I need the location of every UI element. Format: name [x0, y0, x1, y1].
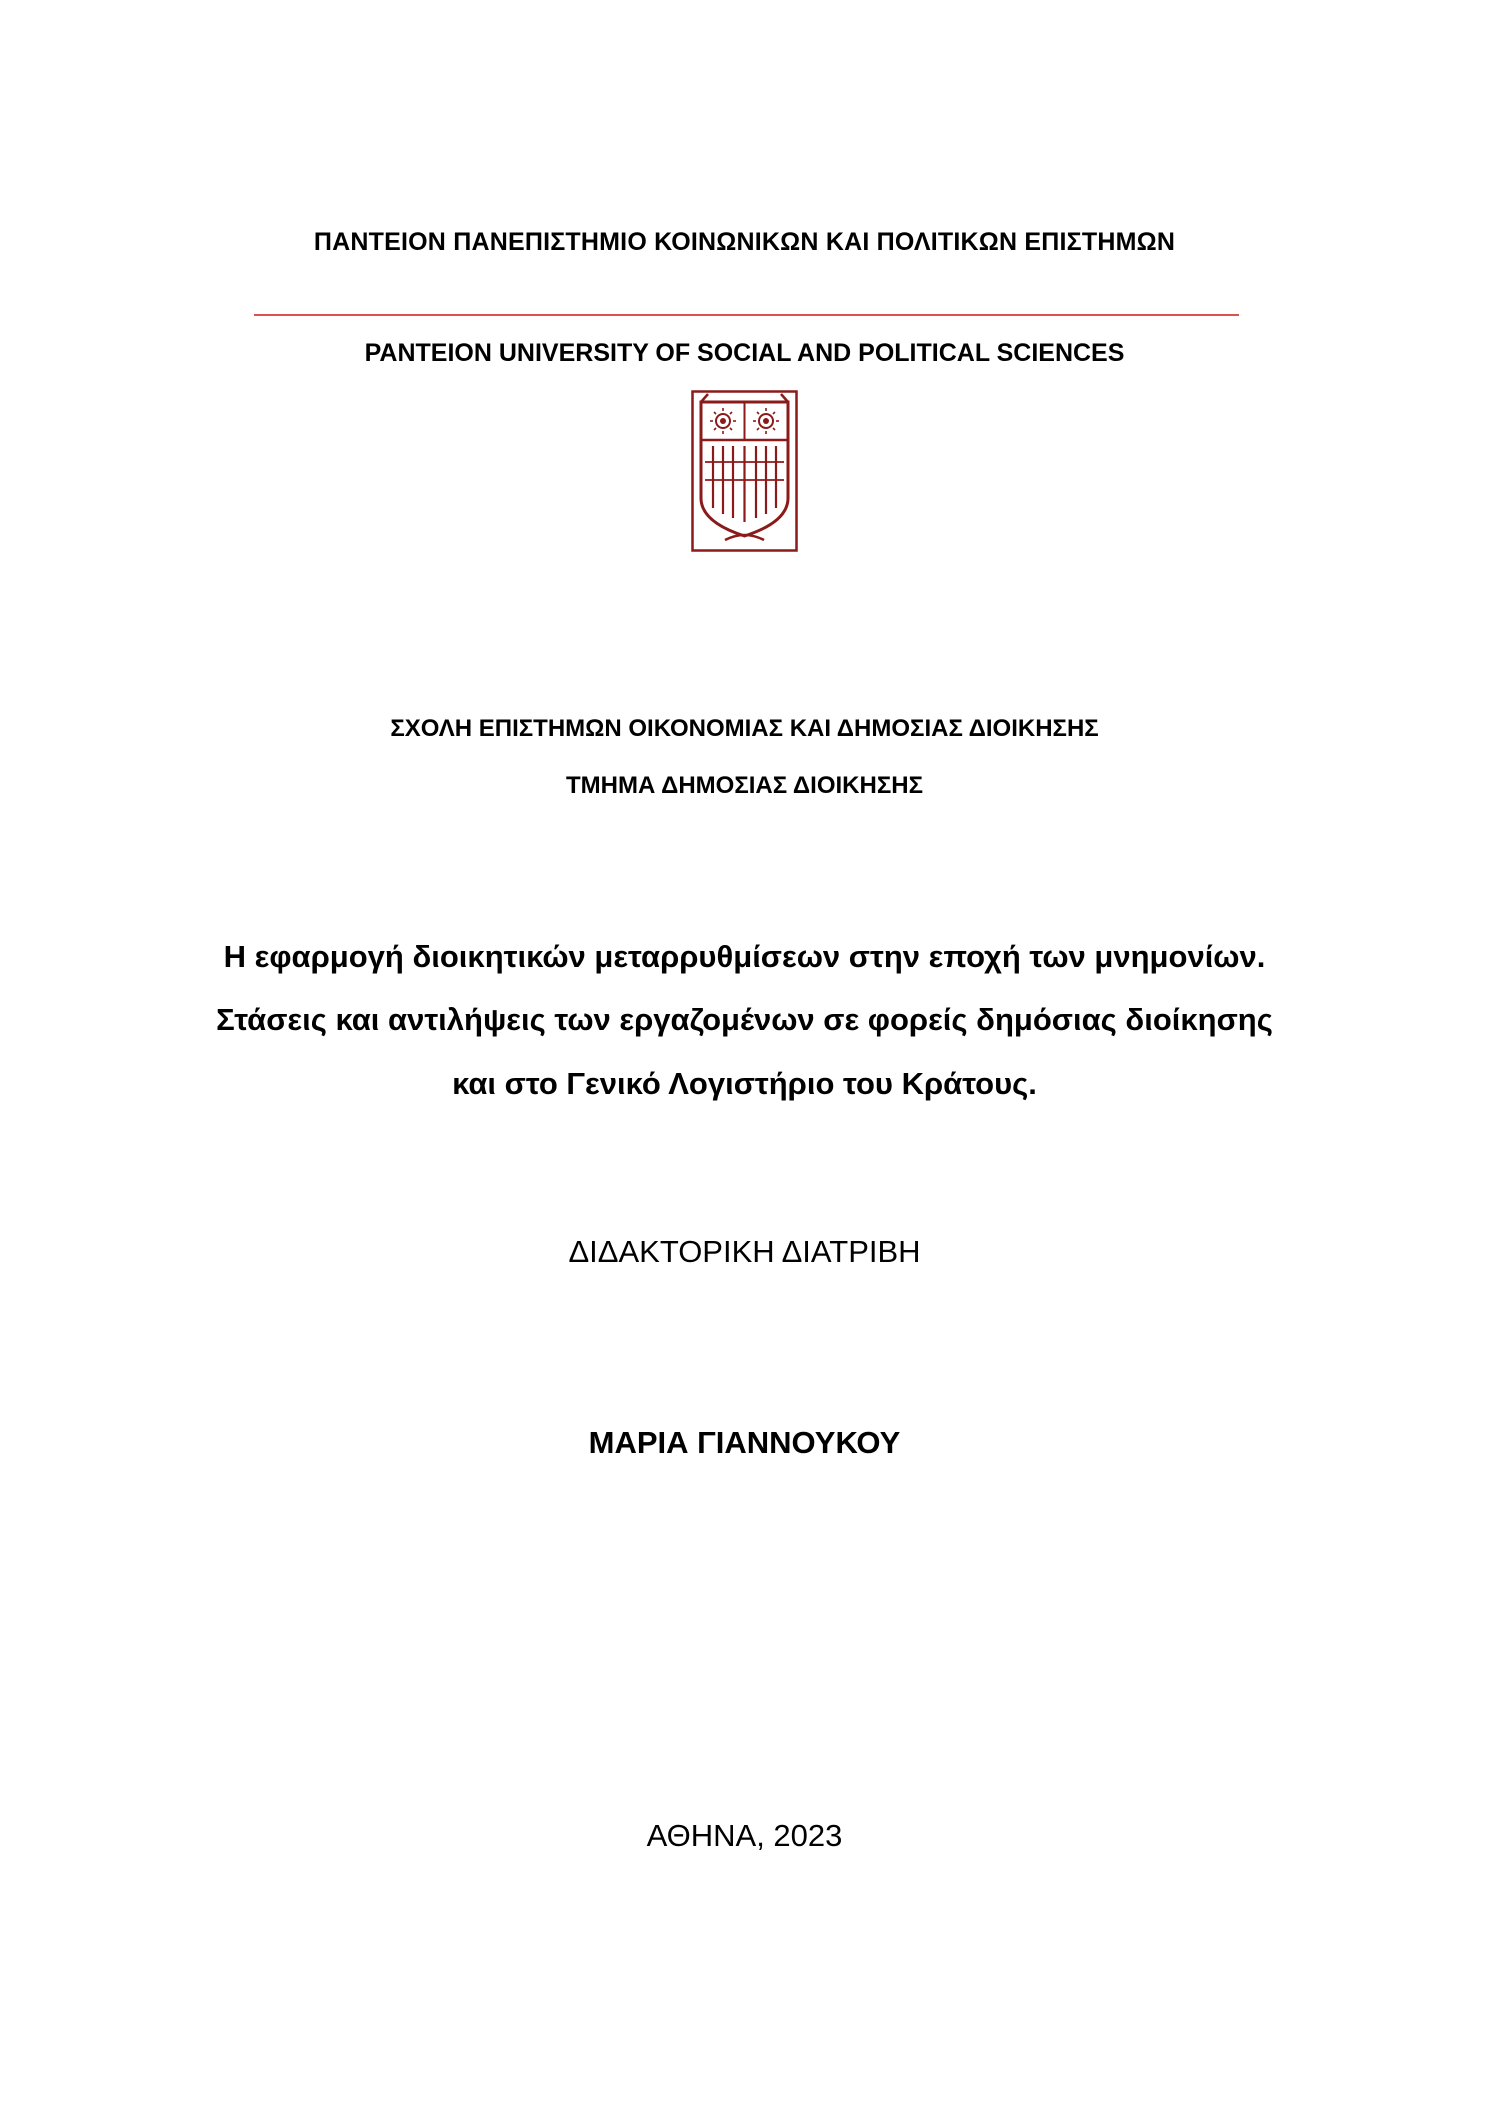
thesis-title-line: και στο Γενικό Λογιστήριο του Κράτους.: [452, 1066, 1037, 1101]
university-name-greek: ΠΑΝΤΕΙΟΝ ΠΑΝΕΠΙΣΤΗΜΙΟ ΚΟΙΝΩΝΙΚΩΝ ΚΑΙ ΠΟΛΙΤΙΚΩΝ ΕΠΙΣΤΗΜΩΝ: [313, 228, 1176, 256]
department-name: ΤΜΗΜΑ ΔΗΜΟΣΙΑΣ ΔΙΟΙΚΗΣΗΣ: [566, 772, 923, 799]
place-date: ΑΘΗΝΑ, 2023: [646, 1818, 843, 1853]
panteion-crest-icon: [691, 390, 798, 552]
author-name: ΜΑΡΙΑ ΓΙΑΝΝΟΥΚΟΥ: [588, 1425, 901, 1460]
thesis-title-line: Στάσεις και αντιλήψεις των εργαζομένων σε φορείς δημόσιας διοίκησης: [216, 1002, 1273, 1037]
thesis-type: ΔΙΔΑΚΤΟΡΙΚΗ ΔΙΑΤΡΙΒΗ: [568, 1234, 921, 1269]
header-divider: [254, 314, 1239, 316]
faculty-name: ΣΧΟΛΗ ΕΠΙΣΤΗΜΩΝ ΟΙΚΟΝΟΜΙΑΣ ΚΑΙ ΔΗΜΟΣΙΑΣ ΔΙΟΙΚΗΣΗΣ: [390, 715, 1099, 742]
university-name-english: PANTEION UNIVERSITY OF SOCIAL AND POLITICAL SCIENCES: [364, 339, 1125, 367]
thesis-title-line: Η εφαρμογή διοικητικών μεταρρυθμίσεων στην εποχή των μνημονίων.: [223, 939, 1266, 974]
